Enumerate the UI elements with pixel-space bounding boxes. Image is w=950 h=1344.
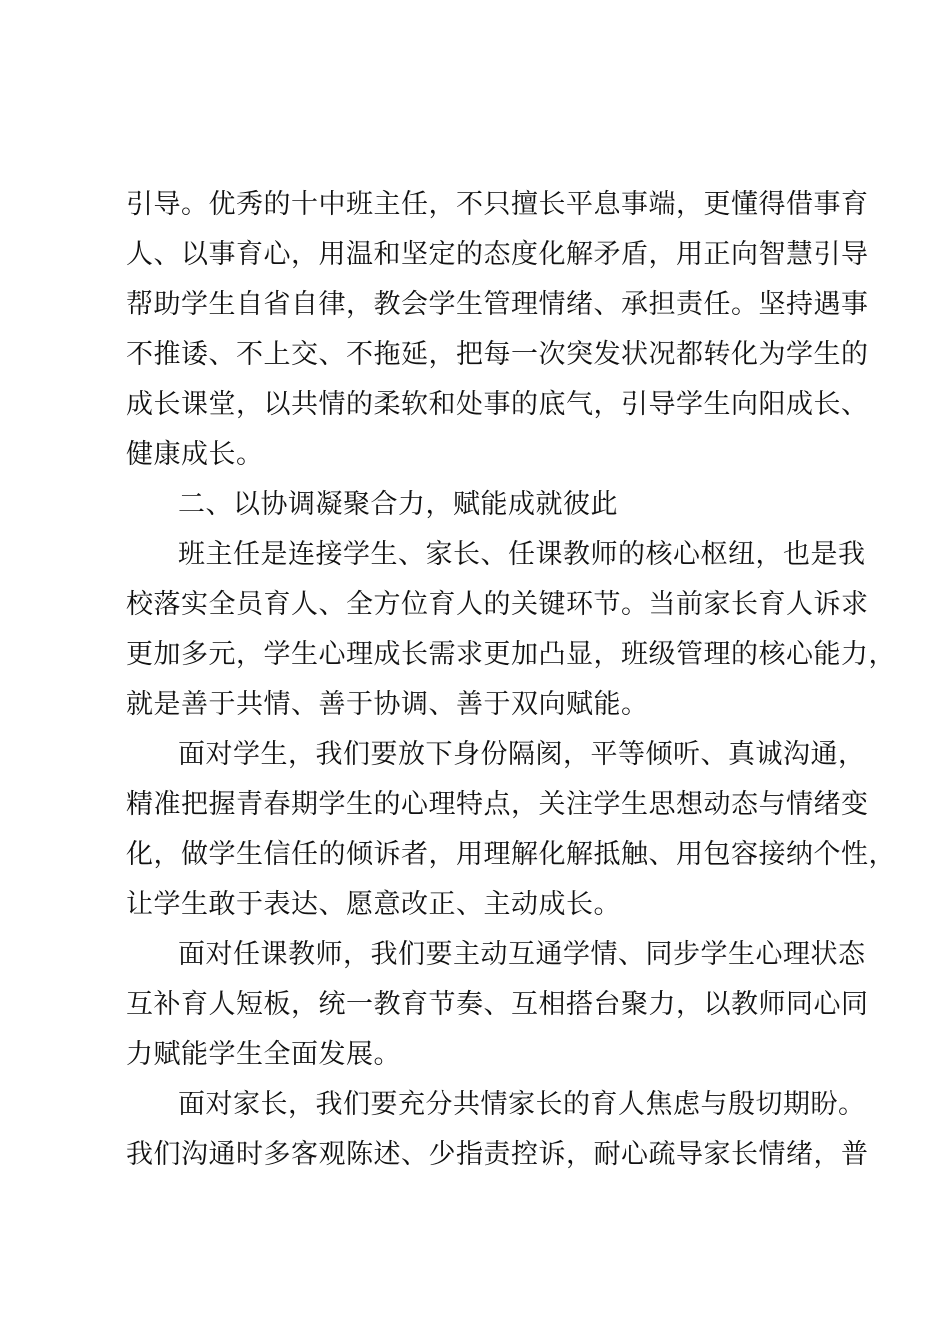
text-line: 校落实全员育人、全方位育人的关键环节。当前家长育人诉求 [126,589,869,620]
text-line: 精准把握青春期学生的心理特点，关注学生思想动态与情绪变 [126,789,869,820]
text-line: 帮助学生自省自律，教会学生管理情绪、承担责任。坚持遇事 [126,289,869,320]
text-line: 化，做学生信任的倾诉者，用理解化解抵触、用包容接纳个性， [126,839,896,870]
text-line: 面对学生，我们要放下身份隔阂，平等倾听、真诚沟通， [178,739,866,770]
text-line: 不推诿、不上交、不拖延，把每一次突发状况都转化为学生的 [126,339,869,370]
text-line: 我们沟通时多客观陈述、少指责控诉，耐心疏导家长情绪，普 [126,1139,869,1170]
text-line: 就是善于共情、善于协调、善于双向赋能。 [126,689,649,720]
text-line: 让学生敢于表达、愿意改正、主动成长。 [126,889,621,920]
text-line: 引导。优秀的十中班主任，不只擅长平息事端，更懂得借事育 [126,189,869,220]
text-line: 更加多元，学生心理成长需求更加凸显，班级管理的核心能力， [126,639,896,670]
text-line: 互补育人短板，统一教育节奏、互相搭台聚力，以教师同心同 [126,989,869,1020]
text-line: 健康成长。 [126,439,264,470]
text-line: 人、以事育心，用温和坚定的态度化解矛盾，用正向智慧引导 [126,239,869,270]
text-line: 成长课堂，以共情的柔软和处事的底气，引导学生向阳成长、 [126,389,869,420]
text-line: 面对任课教师，我们要主动互通学情、同步学生心理状态 [178,939,866,970]
section-heading: 二、以协调凝聚合力，赋能成就彼此 [178,489,618,520]
text-line: 班主任是连接学生、家长、任课教师的核心枢纽，也是我 [178,539,866,570]
text-line: 面对家长，我们要充分共情家长的育人焦虑与殷切期盼。 [178,1089,866,1120]
text-line: 力赋能学生全面发展。 [126,1039,401,1070]
